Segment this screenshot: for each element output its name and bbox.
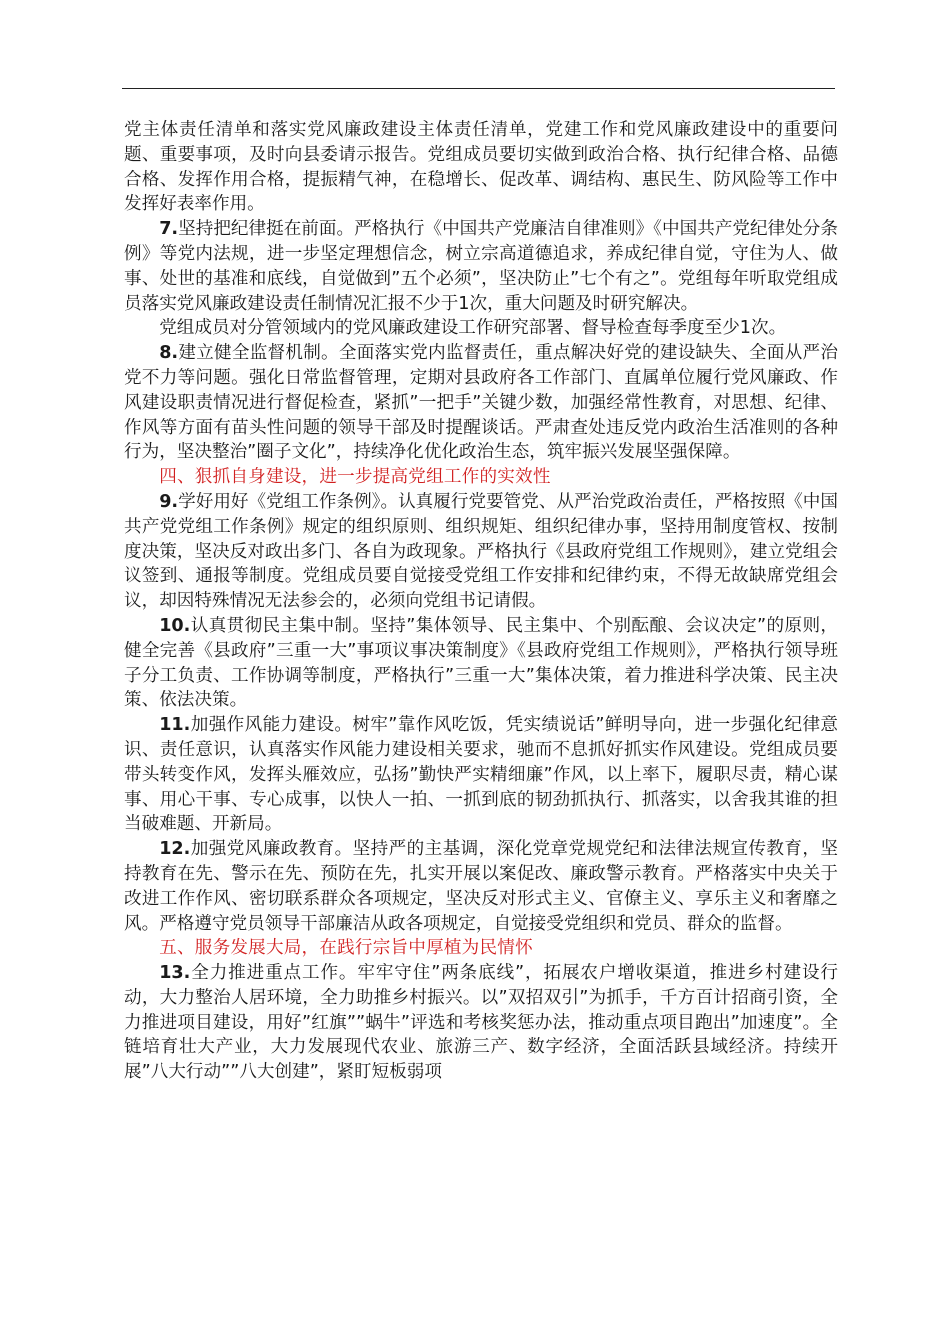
paragraph-text: 建立健全监督机制。全面落实党内监督责任，重点解决好党的建设缺失、全面从严治党不力等问题。强化日常监督管理，定期对县政府各工作部门、直属单位履行党风廉政、作风建设职责情况进行督促检查，紧抓”一把手”关键少数，加强经常性教育，对思想、纪律、作风等方面有苗头性问题的领导干部及时提醒谈话。严肃查处违反党内政治生活准则的各种行为，坚决整治”圈子文化”，持续净化优化政治生态，筑牢振兴发展坚强保障。: [124, 343, 838, 463]
header-rule: [122, 88, 835, 89]
item-number: 10.: [159, 615, 191, 636]
document-body: [124, 118, 838, 1085]
item-number: 9.: [159, 491, 179, 512]
item-number: 12.: [159, 839, 191, 860]
paragraph-item-8: [124, 341, 838, 465]
paragraph-item-9: [124, 490, 838, 614]
paragraph-item-7: [124, 217, 838, 316]
paragraph-text: 认真贯彻民主集中制。坚持”集体领导、民主集中、个别酝酿、会议决定”的原则，健全完善《县政府”三重一大”事项议事决策制度》《县政府党组工作规则》，严格执行领导班子分工负责、工作协调等制度，严格执行”三重一大”集体决策，着力推进科学决策、民主决策、依法决策。: [124, 615, 838, 711]
paragraph-text: 加强党风廉政教育。坚持严的主基调，深化党章党规党纪和法律法规宣传教育，坚持教育在先、警示在先、预防在先，扎实开展以案促改、廉政警示教育。严格落实中央关于改进工作作风、密切联系群众各项规定，坚决反对形式主义、官僚主义、享乐主义和奢靡之风。严格遵守党员领导干部廉洁从政各项规定，自觉接受党组织和党员、群众的监督。: [124, 839, 838, 934]
item-number: 7.: [159, 219, 179, 240]
paragraph-item-13: [124, 961, 838, 1085]
paragraph-text: 全力推进重点工作。牢牢守住”两条底线”，拓展农户增收渠道，推进乡村建设行动，大力整治人居环境，全力助推乡村振兴。以”双招双引”为抓手，千方百计招商引资，全力推进项目建设，用好”红旗””蜗牛”评选和考核奖惩办法，推动重点项目跑出”加速度”。全链培育壮大产业，大力发展现代农业、旅游三产、数字经济，全面活跃县域经济。持续开展”八大行动””八大创建”，紧盯短板弱项: [124, 963, 838, 1083]
paragraph-text: 坚持把纪律挺在前面。严格执行《中国共产党廉洁自律准则》《中国共产党纪律处分条例》等党内法规，进一步坚定理想信念，树立宗高道德追求，养成纪律自觉，守住为人、做事、处世的基准和底线，自觉做到”五个必须”，坚决防止”七个有之”。党组每年听取党组成员落实党风廉政建设责任制情况汇报不少于1次，重大问题及时研究解决。: [124, 219, 838, 314]
paragraph-item-10: [124, 614, 838, 713]
section-heading-5: [124, 936, 838, 961]
paragraph-text: 党组成员对分管领域内的党风廉政建设工作研究部署、督导检查每季度至少1次。: [159, 318, 787, 339]
heading-text: 五、服务发展大局，在践行宗旨中厚植为民情怀: [159, 938, 533, 959]
paragraph-item-12: [124, 837, 838, 936]
paragraph-item-7-supplement: [124, 316, 838, 341]
paragraph-text: 学好用好《党组工作条例》。认真履行党要管党、从严治党政治责任，严格按照《中国共产党党组工作条例》规定的组织原则、组织规矩、组织纪律办事，坚持用制度管权、按制度决策，坚决反对政出多门、各自为政现象。严格执行《县政府党组工作规则》，建立党组会议签到、通报等制度。党组成员要自觉接受党组工作安排和纪律约束，不得无故缺席党组会议，却因特殊情况无法参会的，必须向党组书记请假。: [124, 491, 838, 612]
item-number: 11.: [159, 715, 191, 736]
paragraph-text: 党主体责任清单和落实党风廉政建设主体责任清单，党建工作和党风廉政建设中的重要问题、重要事项，及时向县委请示报告。党组成员要切实做到政治合格、执行纪律合格、品德合格、发挥作用合格，提振精气神，在稳增长、促改革、调结构、惠民生、防风险等工作中发挥好表率作用。: [124, 120, 838, 215]
heading-text: 四、狠抓自身建设，进一步提高党组工作的实效性: [159, 467, 551, 488]
section-heading-4: [124, 465, 838, 490]
paragraph-item-11: [124, 713, 838, 837]
paragraph-continuation: [124, 118, 838, 217]
paragraph-text: 加强作风能力建设。树牢”靠作风吃饭，凭实绩说话”鲜明导向，进一步强化纪律意识、责任意识，认真落实作风能力建设相关要求，驰而不息抓好抓实作风建设。党组成员要带头转变作风，发挥头雁效应，弘扬”勤快严实精细廉”作风，以上率下，履职尽责，精心谋事、用心干事、专心成事，以快人一拍、一抓到底的韧劲抓执行、抓落实，以舍我其谁的担当破难题、开新局。: [124, 715, 838, 835]
item-number: 13.: [159, 963, 191, 984]
item-number: 8.: [159, 343, 179, 364]
